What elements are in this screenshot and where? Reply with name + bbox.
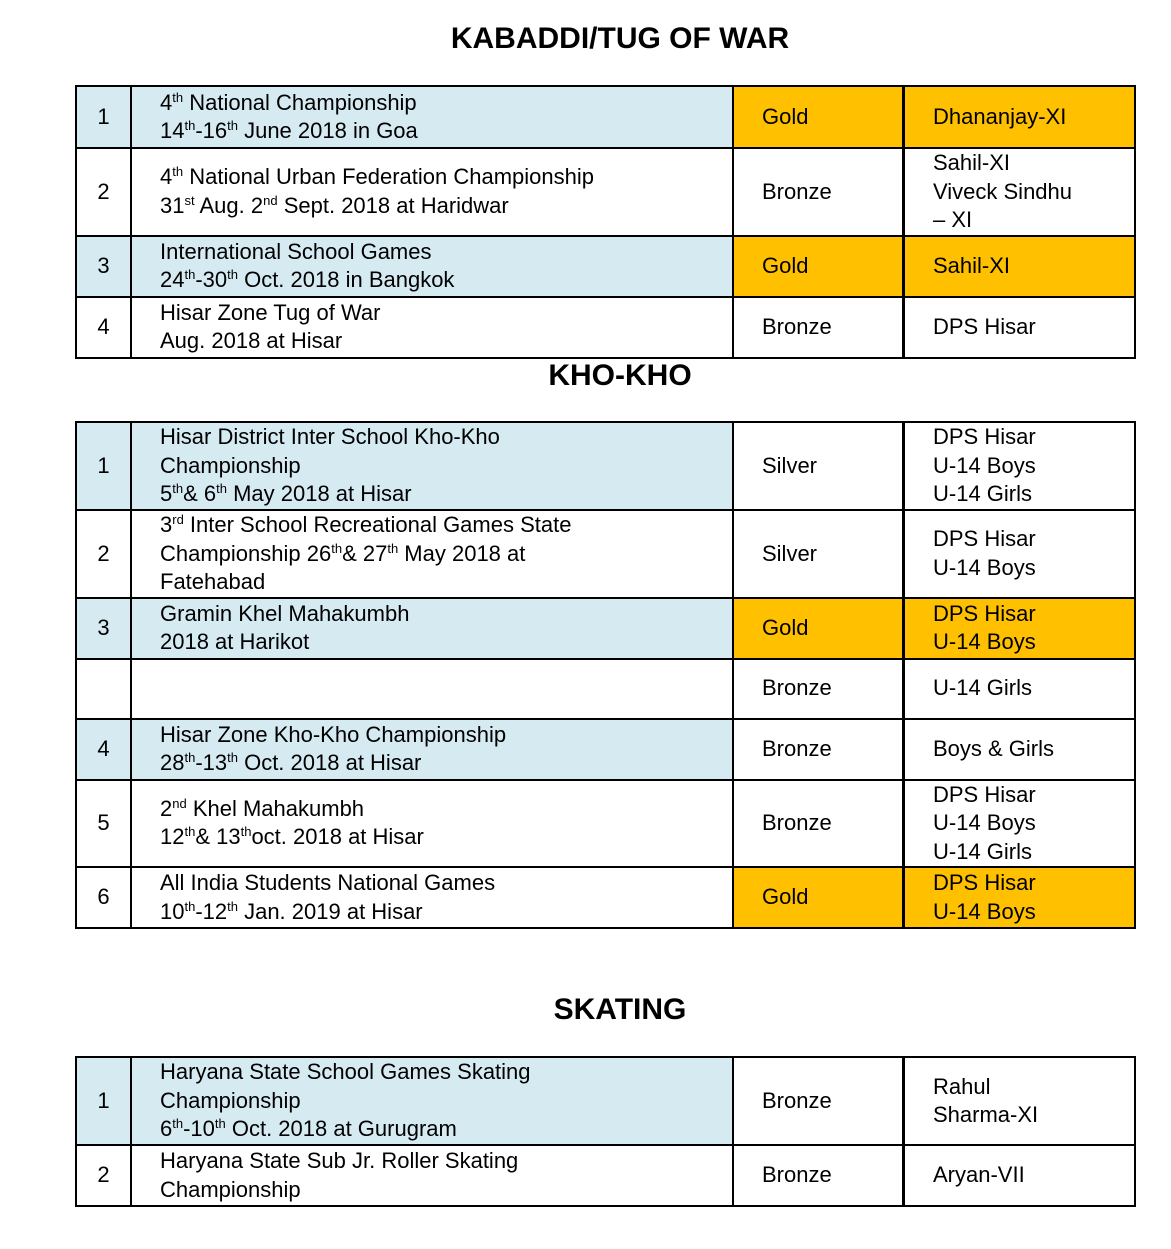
event-cell bbox=[131, 236, 733, 297]
table-row bbox=[76, 1145, 1135, 1206]
winner-cell bbox=[904, 422, 1136, 510]
medal-cell: Gold bbox=[733, 236, 904, 297]
medal-cell: Bronze bbox=[733, 780, 904, 868]
event-line: 4th National Urban Federation Championship bbox=[160, 164, 594, 190]
medal-cell: Bronze bbox=[733, 1145, 904, 1206]
table-row bbox=[76, 659, 1135, 719]
medal-cell: Silver bbox=[733, 510, 904, 598]
winner-cell bbox=[904, 598, 1136, 659]
event-cell bbox=[131, 148, 733, 236]
winner-cell bbox=[904, 1057, 1136, 1145]
table-row bbox=[76, 422, 1135, 510]
event-cell bbox=[131, 719, 733, 780]
event-line: 5th& 6th May 2018 at Hisar bbox=[160, 481, 412, 507]
table-row bbox=[76, 598, 1135, 659]
event-line: Gramin Khel Mahakumbh bbox=[160, 600, 410, 626]
winner-cell bbox=[904, 867, 1136, 928]
event-line: Hisar District Inter School Kho-Kho bbox=[160, 424, 500, 450]
event-line: 14th-16th June 2018 in Goa bbox=[160, 118, 418, 143]
kabaddi-table bbox=[75, 85, 1136, 359]
table-row bbox=[76, 148, 1135, 236]
winner-line: Sharma-XI bbox=[933, 1102, 1039, 1127]
medal-cell: Gold bbox=[733, 867, 904, 928]
event-line: All India Students National Games bbox=[160, 870, 496, 895]
winner-line: U-14 Boys bbox=[933, 898, 1036, 924]
table-row bbox=[76, 867, 1135, 928]
event-line: Championship bbox=[160, 1176, 301, 1202]
winner-cell bbox=[904, 659, 1136, 719]
winner-cell bbox=[904, 148, 1136, 236]
event-line: 10th-12th Jan. 2019 at Hisar bbox=[160, 898, 423, 924]
medal-cell: Gold bbox=[733, 86, 904, 148]
medal-cell: Bronze bbox=[733, 148, 904, 236]
row-number: 4 bbox=[76, 297, 131, 358]
skating-table bbox=[75, 1056, 1136, 1207]
event-cell bbox=[131, 422, 733, 510]
row-number: 2 bbox=[76, 1145, 131, 1206]
event-line: 31st Aug. 2nd Sept. 2018 at Haridwar bbox=[160, 192, 509, 218]
row-number: 3 bbox=[76, 236, 131, 297]
table-row bbox=[76, 86, 1135, 148]
winner-line: Dhananjay-XI bbox=[933, 103, 1067, 129]
table-row bbox=[76, 1057, 1135, 1145]
kho-kho-table bbox=[75, 421, 1136, 929]
row-number: 2 bbox=[76, 510, 131, 598]
winner-line: U-14 Girls bbox=[933, 675, 1033, 701]
table-row bbox=[76, 236, 1135, 297]
row-number: 4 bbox=[76, 719, 131, 780]
event-line: 2nd Khel Mahakumbh bbox=[160, 795, 365, 821]
event-line: Championship bbox=[160, 452, 301, 478]
event-line: Haryana State Sub Jr. Roller Skating bbox=[160, 1148, 519, 1173]
winner-line: Rahul bbox=[933, 1073, 991, 1099]
event-line: Hisar Zone Kho-Kho Championship bbox=[160, 721, 507, 747]
winner-line: Aryan-VII bbox=[933, 1162, 1025, 1188]
row-number: 1 bbox=[76, 422, 131, 510]
event-cell bbox=[131, 1145, 733, 1206]
winner-line: U-14 Boys bbox=[933, 554, 1036, 580]
event-cell bbox=[131, 867, 733, 928]
event-line: 12th& 13thoct. 2018 at Hisar bbox=[160, 824, 424, 850]
medal-cell: Bronze bbox=[733, 659, 904, 719]
row-number: 1 bbox=[76, 1057, 131, 1145]
winner-cell bbox=[904, 1145, 1136, 1206]
row-number: 3 bbox=[76, 598, 131, 659]
event-line: 2018 at Harikot bbox=[160, 629, 310, 654]
winner-line: Sahil-XI bbox=[933, 252, 1011, 278]
event-line: 3rd Inter School Recreational Games State bbox=[160, 512, 572, 537]
event-line: Hisar Zone Tug of War bbox=[160, 299, 381, 325]
event-line: Fatehabad bbox=[160, 569, 266, 594]
event-line: Haryana State School Games Skating bbox=[160, 1059, 531, 1085]
event-line: 28th-13th Oct. 2018 at Hisar bbox=[160, 750, 422, 775]
medal-cell: Bronze bbox=[733, 719, 904, 780]
medal-cell: Gold bbox=[733, 598, 904, 659]
winner-line: U-14 Boys bbox=[933, 629, 1036, 654]
winner-line: DPS Hisar bbox=[933, 600, 1036, 626]
winner-line: U-14 Boys bbox=[933, 452, 1036, 478]
winner-line: DPS Hisar bbox=[933, 526, 1036, 552]
event-line: International School Games bbox=[160, 238, 432, 264]
medal-cell: Bronze bbox=[733, 1057, 904, 1145]
section-title-kho-kho: KHO-KHO bbox=[548, 359, 692, 392]
event-line: Aug. 2018 at Hisar bbox=[160, 328, 343, 353]
event-line: 4th National Championship bbox=[160, 89, 417, 115]
event-cell bbox=[131, 86, 733, 148]
winner-line: – XI bbox=[933, 207, 973, 232]
event-line: Championship bbox=[160, 1087, 301, 1113]
row-number: 5 bbox=[76, 780, 131, 868]
winner-line: Boys & Girls bbox=[933, 735, 1055, 761]
event-line: 6th-10th Oct. 2018 at Gurugram bbox=[160, 1116, 457, 1142]
table-row bbox=[76, 510, 1135, 598]
medal-cell: Bronze bbox=[733, 297, 904, 358]
winner-cell bbox=[904, 297, 1136, 358]
row-number: 6 bbox=[76, 867, 131, 928]
winner-line: U-14 Boys bbox=[933, 810, 1036, 835]
winner-line: DPS Hisar bbox=[933, 781, 1036, 807]
winner-cell bbox=[904, 719, 1136, 780]
winner-line: DPS Hisar bbox=[933, 424, 1036, 450]
winner-line: U-14 Girls bbox=[933, 838, 1033, 864]
winner-line: DPS Hisar bbox=[933, 313, 1036, 339]
row-number: 2 bbox=[76, 148, 131, 236]
winner-line: Viveck Sindhu bbox=[933, 178, 1073, 204]
winner-line: Sahil-XI bbox=[933, 150, 1011, 175]
winner-line: U-14 Girls bbox=[933, 481, 1033, 507]
medal-cell: Silver bbox=[733, 422, 904, 510]
row-number: 1 bbox=[76, 86, 131, 148]
winner-cell bbox=[904, 780, 1136, 868]
event-cell bbox=[131, 1057, 733, 1145]
event-cell bbox=[131, 659, 733, 719]
section-title-kabaddi: KABADDI/TUG OF WAR bbox=[450, 22, 790, 55]
event-line: 24th-30th Oct. 2018 in Bangkok bbox=[160, 267, 455, 292]
table-row bbox=[76, 719, 1135, 780]
event-line: Championship 26th& 27th May 2018 at bbox=[160, 540, 526, 566]
winner-line: DPS Hisar bbox=[933, 870, 1036, 895]
event-cell bbox=[131, 598, 733, 659]
table-row bbox=[76, 297, 1135, 358]
winner-cell bbox=[904, 510, 1136, 598]
row-number bbox=[76, 659, 131, 719]
winner-cell bbox=[904, 86, 1136, 148]
event-cell bbox=[131, 297, 733, 358]
event-cell bbox=[131, 780, 733, 868]
table-row bbox=[76, 780, 1135, 868]
event-cell bbox=[131, 510, 733, 598]
winner-cell bbox=[904, 236, 1136, 297]
section-title-skating: SKATING bbox=[553, 993, 687, 1026]
